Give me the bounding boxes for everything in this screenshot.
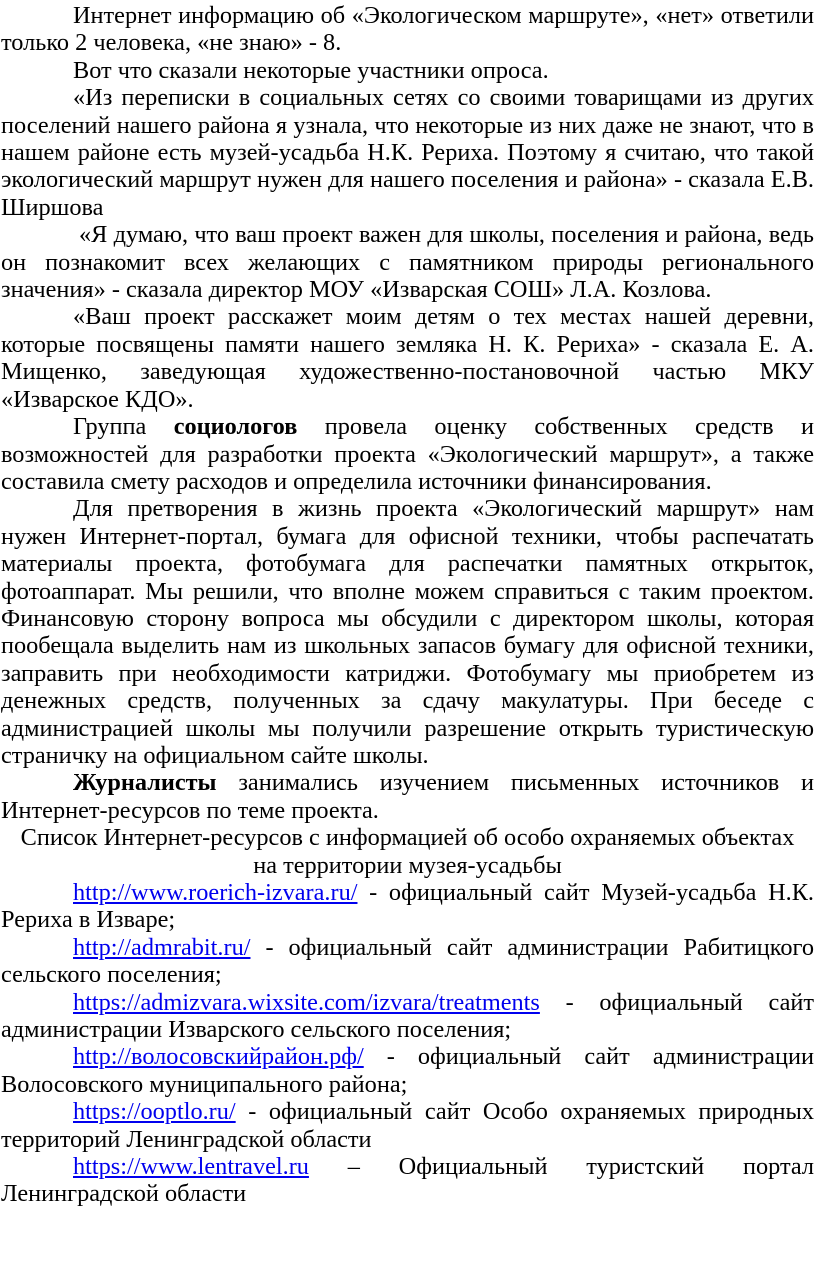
resource-link[interactable]: http://www.roerich-izvara.ru/	[73, 879, 358, 906]
resource-link[interactable]: http://admrabit.ru/	[73, 933, 251, 961]
resource-description: - официальный сайт Музей-усадьба Н.К. Рериха в Изваре;	[1, 879, 814, 934]
journalists-text: занимались изучением письменных источников и Интернет-ресурсов по теме проекта.	[1, 769, 814, 824]
resource-description: - официальный сайт администрации Волосовского муниципального района;	[1, 1043, 814, 1098]
resource-link[interactable]: http://волосовскийрайон.рф/	[73, 1043, 364, 1071]
resource-list-heading: Список Интернет-ресурсов с информацией об особо охраняемых объектах на территории музея-усадьбы	[20, 824, 795, 879]
resource-link[interactable]: https://ooptlo.ru/	[73, 1098, 236, 1126]
resource-description: - официальный сайт администрации Изварского сельского поселения;	[1, 988, 814, 1044]
paragraph-quote-kozlova: «Я думаю, что ваш проект важен для школы, поселения и района, ведь он познакомит всех желающих с памятником природы регионального значения» - сказала директор МОУ «Изварская СОШ» Л.А. Козлова.	[1, 221, 814, 304]
resource-description: - официальный сайт администрации Рабитицкого сельского поселения;	[1, 933, 814, 989]
paragraph-resources-plan: Для претворения в жизнь проекта «Экологический маршрут» нам нужен Интернет-портал, бумага для офисной техники, чтобы распечатать материалы проекта, фотобумага для распечатки памятных открыток, фотоаппарат. Мы решили, что вполне можем справиться с таким проектом. Финансовую сторону вопроса мы обсудили с директором школы, которая пообещала выделить нам из школьных запасов бумагу для офисной техники, заправить при необходимости катриджи. Фотобумагу мы приобретем из денежных средств, полученных за сдачу макулатуры. При беседе с администрацией школы мы получили разрешение открыть туристическую страничку на официальном сайте школы.	[1, 495, 814, 769]
resource-item	[1, 934, 814, 989]
resource-description: – Официальный туристский портал Ленинградской области	[1, 1153, 814, 1208]
resource-link[interactable]: https://www.lentravel.ru	[73, 1153, 309, 1181]
sociologists-term: социологов	[173, 413, 298, 441]
paragraph-sociologists	[1, 413, 814, 495]
sociologists-text: провела оценку собственных средств и возможностей для разработки проекта «Экологический маршрут», а также составила смету расходов и определила источники финансирования.	[1, 413, 815, 495]
paragraph-quote-shirshova: «Из переписки в социальных сетях со своими товарищами из других поселений нашего района я узнала, что некоторые из них даже не знают, что в нашем районе есть музей-усадьба Н.К. Рериха. Поэтому я считаю, что такой экологический маршрут нужен для нашего поселения и района» - сказала Е.В. Ширшова	[1, 84, 814, 221]
resource-item	[1, 1098, 814, 1153]
paragraph-survey-intro: Вот что сказали некоторые участники опроса.	[73, 56, 549, 84]
journalists-term: Журналисты	[73, 769, 217, 797]
resource-description: - официальный сайт Особо охраняемых природных территорий Ленинградской области	[1, 1098, 814, 1153]
resource-item	[1, 1153, 814, 1208]
resource-item	[1, 989, 814, 1044]
paragraph-survey-result: Интернет информацию об «Экологическом маршруте», «нет» ответили только 2 человека, «не знаю» - 8.	[1, 2, 814, 57]
resource-link[interactable]: https://admizvara.wixsite.com/izvara/treatments	[73, 988, 540, 1016]
resource-item	[1, 1043, 814, 1098]
sociologists-intro: Группа	[73, 413, 147, 441]
paragraph-journalists	[1, 769, 814, 824]
resource-item	[1, 879, 814, 934]
paragraph-quote-mishchenko: «Ваш проект расскажет моим детям о тех местах нашей деревни, которые посвящены памяти нашего земляка Н. К. Рериха» - сказала Е. А. Мищенко, заведующая художественно-постановочной частью МКУ «Изварское КДО».	[1, 303, 814, 413]
